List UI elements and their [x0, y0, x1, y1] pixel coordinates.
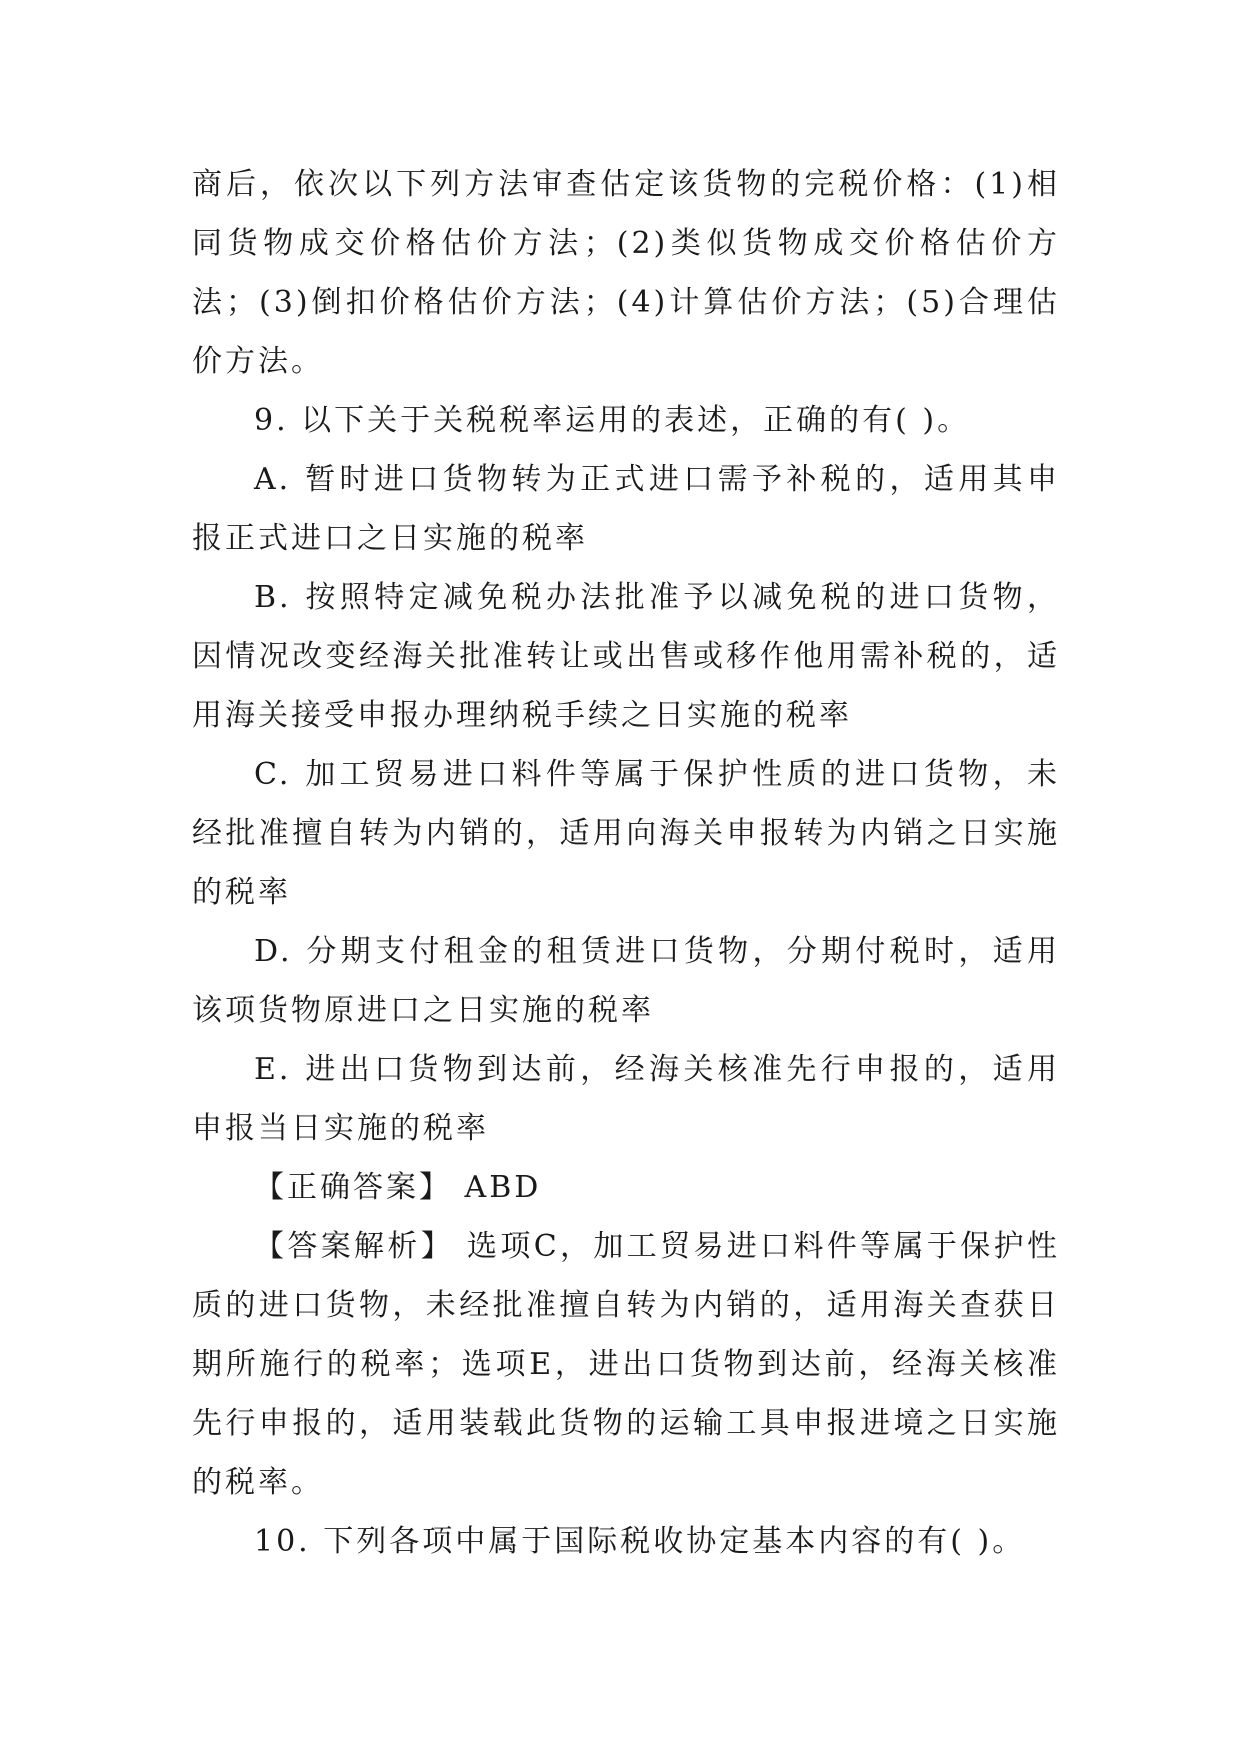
question-9-stem: 9. 以下关于关税税率运用的表述，正确的有( )。 [254, 403, 971, 438]
option-d: D. 分期支付租金的租赁进口货物，分期付税时，适用该项货物原进口之日实施的税率 [192, 934, 1060, 1028]
correct-answer: 【正确答案】 ABD [254, 1170, 542, 1205]
option-b: B. 按照特定减免税办法批准予以减免税的进口货物，因情况改变经海关批准转让或出售或移作他用需补税的，适用海关接受申报办理纳税手续之日实施的税率 [192, 580, 1060, 733]
continuation-paragraph: 商后，依次以下列方法审查估定该货物的完税价格：(1)相同货物成交价格估价方法；(2)类似货物成交价格估价方法；(3)倒扣价格估价方法；(4)计算估价方法；(5)合理估价方法。 [192, 167, 1060, 379]
option-e: E. 进出口货物到达前，经海关核准先行申报的，适用申报当日实施的税率 [192, 1052, 1060, 1146]
question-10-stem: 10. 下列各项中属于国际税收协定基本内容的有( )。 [254, 1524, 1026, 1559]
document-body [192, 155, 1060, 1571]
answer-analysis: 【答案解析】 选项C，加工贸易进口料件等属于保护性质的进口货物，未经批准擅自转为内销的，适用海关查获日期所施行的税率；选项E，进出口货物到达前，经海关核准先行申报的，适用装载此货物的运输工具申报进境之日实施的税率。 [192, 1229, 1060, 1500]
option-c: C. 加工贸易进口料件等属于保护性质的进口货物，未经批准擅自转为内销的，适用向海关申报转为内销之日实施的税率 [192, 757, 1060, 910]
option-a: A. 暂时进口货物转为正式进口需予补税的，适用其申报正式进口之日实施的税率 [192, 462, 1060, 556]
